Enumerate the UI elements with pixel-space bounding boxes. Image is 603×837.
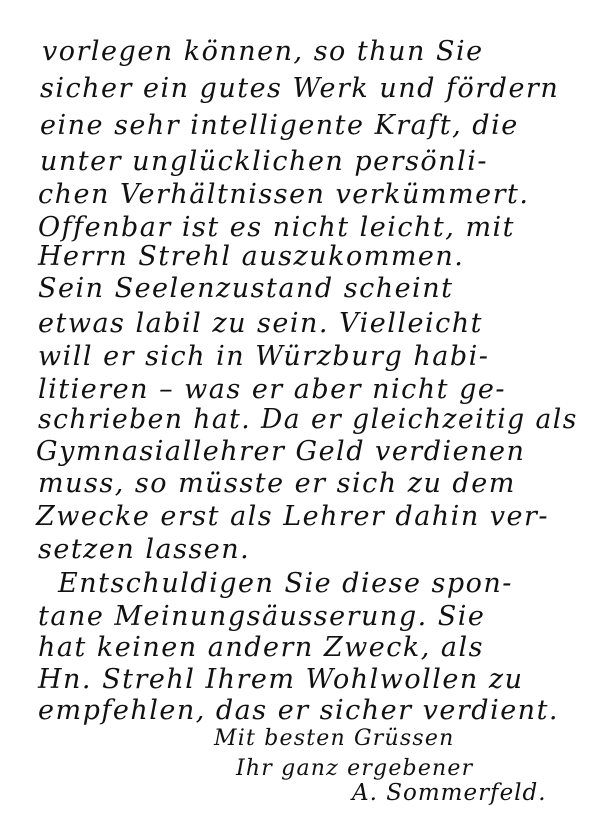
letter-line-17: Entschuldigen Sie diese spon- — [58, 568, 513, 599]
letter-line-8: Sein Seelenzustand scheint — [38, 273, 454, 304]
letter-line-14: muss, so müsste er sich zu dem — [38, 468, 516, 499]
letter-line-5: chen Verhältnissen verkümmert. — [38, 179, 530, 210]
letter-line-11: litieren – was er aber nicht ge- — [38, 374, 506, 405]
letter-line-20: Hn. Strehl Ihrem Wohlwollen zu — [38, 664, 524, 695]
letter-line-19: hat keinen andern Zweck, als — [38, 632, 484, 663]
letter-line-10: will er sich in Würzburg habi- — [38, 341, 490, 372]
letter-line-21: empfehlen, das er sicher verdient. — [38, 695, 560, 726]
letter-line-13: Gymnasiallehrer Geld verdienen — [36, 436, 526, 467]
letter-line-4: unter unglücklichen persönli- — [40, 146, 488, 177]
closing-greeting: Mit besten Grüssen — [214, 726, 455, 751]
letter-line-3: eine sehr intelligente Kraft, die — [40, 110, 519, 141]
letter-line-9: etwas labil zu sein. Vielleicht — [38, 308, 483, 339]
signature: A. Sommerfeld. — [352, 780, 547, 806]
letter-line-16: setzen lassen. — [38, 534, 251, 565]
letter-line-18: tane Meinungsäusserung. Sie — [38, 601, 486, 632]
closing-valediction: Ihr ganz ergebener — [236, 756, 474, 781]
letter-line-2: sicher ein gutes Werk und fördern — [40, 73, 560, 104]
letter-line-15: Zwecke erst als Lehrer dahin ver- — [36, 501, 550, 532]
letter-line-7: Herrn Strehl auszukommen. — [38, 241, 465, 272]
letter-line-6: Offenbar ist es nicht leicht, mit — [38, 212, 516, 243]
letter-line-12: schrieben hat. Da er gleichzeitig als — [38, 404, 578, 435]
letter-line-1: vorlegen können, so thun Sie — [42, 36, 484, 67]
